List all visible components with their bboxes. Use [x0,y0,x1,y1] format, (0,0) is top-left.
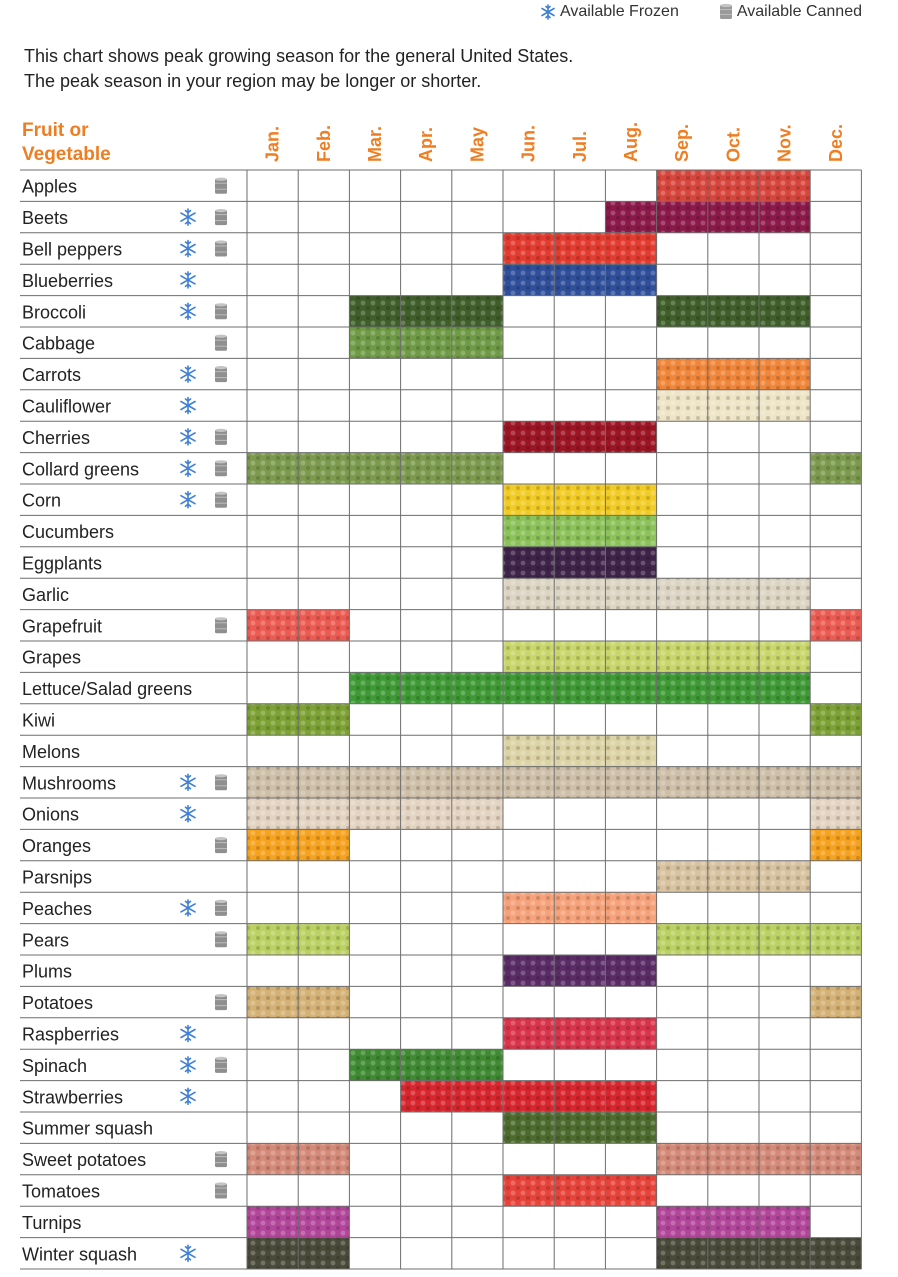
snowflake-icon [181,272,195,288]
peak-bar-texture [401,1081,657,1112]
can-icon [215,209,227,225]
intro-line-2: The peak season in your region may be longer or shorter. [24,71,482,91]
can-icon [215,178,227,194]
row-label: Sweet potatoes [22,1150,147,1171]
peak-bar-texture [503,892,657,923]
can-icon [215,366,227,382]
row-label: Apples [22,176,78,197]
row-label: Peaches [22,898,93,919]
peak-bar-texture [657,296,811,327]
peak-bar-texture [810,986,861,1017]
peak-bar-texture [810,453,861,484]
can-icon [215,994,227,1010]
can-icon [215,1182,227,1198]
row-label: Grapes [22,647,82,668]
peak-bar-texture [503,1018,657,1049]
month-label: Feb. [313,124,334,162]
row-label: Strawberries [22,1087,124,1108]
peak-bar-texture [810,610,861,641]
row-label: Garlic [22,584,70,605]
month-label: Oct. [723,126,744,162]
month-label: Sep. [672,123,693,162]
snowflake-icon [181,1057,195,1073]
peak-bar-texture [657,390,811,421]
row-label: Cabbage [22,333,96,354]
can-icon [215,931,227,947]
can-icon [215,617,227,633]
row-label: Parsnips [22,867,93,888]
row-label: Collard greens [22,459,140,480]
peak-bar-texture [810,798,861,829]
intro-line-1: This chart shows peak growing season for the general United States. [24,46,574,66]
peak-bar-texture [503,484,657,515]
snowflake-icon [181,1088,195,1104]
snowflake-icon [181,806,195,822]
row-label: Cucumbers [22,522,115,543]
peak-bar-texture [503,233,657,264]
row-label: Pears [22,930,70,951]
snowflake-icon [181,492,195,508]
row-label: Kiwi [22,710,56,731]
peak-bar-texture [349,672,810,703]
can-icon [215,303,227,319]
snowflake-icon [181,209,195,225]
row-label: Corn [22,490,62,511]
peak-bar-texture [810,704,861,735]
month-label: Jun. [518,124,539,162]
row-label: Carrots [22,365,82,386]
row-label: Cherries [22,427,91,448]
can-icon [215,335,227,351]
peak-bar-texture [503,1175,657,1206]
can-icon [215,900,227,916]
row-label: Winter squash [22,1244,138,1265]
month-label: Jan. [262,125,283,162]
peak-bar-texture [810,829,861,860]
snowflake-icon [181,1245,195,1261]
snowflake-icon [181,1026,195,1042]
peak-bar-texture [503,1112,657,1143]
can-icon [215,240,227,256]
row-label: Bell peppers [22,239,123,260]
month-label: Aug. [621,122,641,162]
peak-bar-texture [503,955,657,986]
row-label: Lettuce/Salad greens [22,679,193,700]
can-icon [215,429,227,445]
peak-bar-texture [503,264,657,295]
month-label: Nov. [774,124,795,162]
peak-bar-texture [247,453,503,484]
month-label: Dec. [825,123,846,162]
row-label: Grapefruit [22,616,103,637]
row-label: Tomatoes [22,1181,101,1202]
row-label: Cauliflower [22,396,112,417]
peak-bar-texture [349,327,503,358]
can-icon [215,774,227,790]
peak-bar-texture [503,547,657,578]
can-icon [215,492,227,508]
snowflake-icon [181,429,195,445]
snowflake-icon [181,774,195,790]
month-label: Apr. [416,126,437,162]
row-label: Summer squash [22,1118,154,1139]
month-label: May [467,126,488,162]
row-header: Fruit or Vegetable [22,120,111,165]
can-icon [215,1151,227,1167]
peak-bar-texture [503,735,657,766]
snowflake-icon [181,303,195,319]
peak-bar-texture [247,798,503,829]
snowflake-icon [181,900,195,916]
legend-canned-label: Available Canned [736,3,862,20]
can-icon [215,837,227,853]
row-label: Blueberries [22,270,114,291]
peak-bar-texture [657,358,811,389]
legend-frozen-label: Available Frozen [559,3,679,20]
peak-bar-texture [349,296,503,327]
row-label: Mushrooms [22,773,117,794]
row-label: Plums [22,961,73,982]
row-label: Oranges [22,836,92,857]
peak-bar-texture [503,421,657,452]
row-label: Beets [22,208,69,229]
snowflake-icon [181,241,195,257]
can-icon [215,1057,227,1073]
row-label: Melons [22,741,81,762]
row-label: Potatoes [22,993,94,1014]
snowflake-icon [181,366,195,382]
can-icon [215,460,227,476]
peak-bar-texture [503,515,657,546]
peak-bar-texture [657,1206,811,1237]
peak-bar-texture [657,861,811,892]
month-label: Jul. [569,130,590,162]
month-label: Mar. [365,125,385,162]
peak-bar-texture [349,1049,503,1080]
row-label: Broccoli [22,302,87,323]
snowflake-icon [181,460,195,476]
row-label: Turnips [22,1212,82,1233]
row-label: Eggplants [22,553,103,574]
peak-bar-texture [657,170,811,201]
snowflake-icon [181,398,195,414]
row-label: Onions [22,804,80,825]
row-label: Spinach [22,1055,88,1076]
row-label: Raspberries [22,1024,120,1045]
